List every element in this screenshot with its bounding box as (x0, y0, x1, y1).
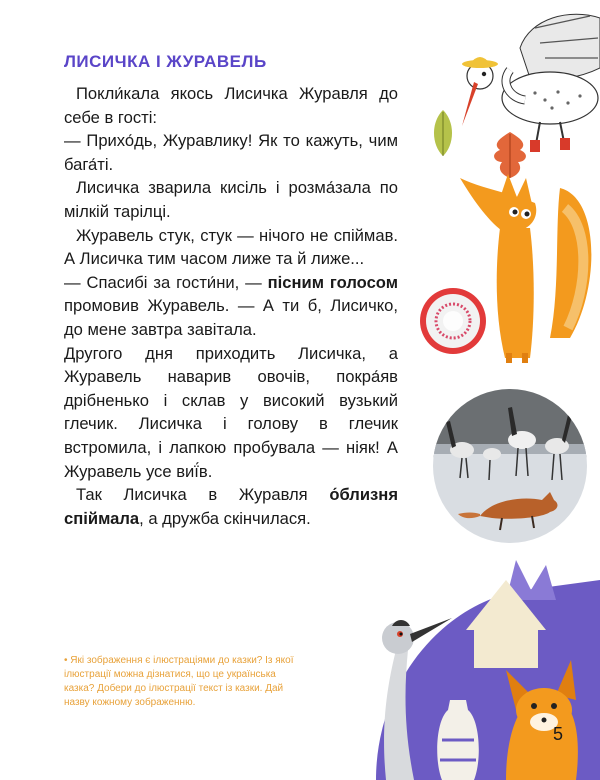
crane-jug-fox-illustration (356, 560, 600, 780)
bold-phrase: пісним голосом (267, 272, 399, 292)
bold-phrase: о́близня спіймала (64, 485, 398, 528)
page-title: ЛИСИЧКА І ЖУРАВЕЛЬ (64, 52, 267, 71)
story-paragraph: Журавель стук, стук — нічого не спіймав. А Лисичка тим часом лиже та й лиже... (64, 225, 398, 269)
plate-illustration (418, 286, 488, 356)
leaf-icon (428, 108, 458, 158)
bullet-icon: • (64, 655, 68, 666)
story-paragraph: — Спасибі за гости́ни, — пісним голосом промовив Журавель. — А ти б, Лисичко, до мене завтра завітала. (64, 272, 399, 339)
questions-text: Які зображення є ілюстраціями до казки? Із якої ілюстрації можна дізнатися, що це українська казка? Добери до ілюстрації текст із казки. Дай назву кожному зображенню. (64, 655, 294, 708)
story-paragraph: Лисичка зварила кисіль і розма́зала по мілкій тарілці. (64, 178, 398, 221)
story-paragraph: Так Лисичка в Журавля о́близня спіймала, а дружба скінчилася. (64, 485, 398, 528)
story-paragraph: Другого дня приходить Лисичка, а Журавель наварив овочів, покра́яв дрібненько і склав у високий вузький глечик. Лисичка і голову в глечик встромила, і лапкою пробувала — ніяк! А Журавель усе виї́в. (64, 343, 398, 481)
story-text (64, 82, 398, 530)
questions-block (64, 654, 294, 710)
cranes-fox-photo (432, 388, 588, 544)
story-paragraph: — Прихо́дь, Журавлику! Як то кажуть, чим бага́ті. (64, 131, 398, 174)
page-number: 5 (553, 724, 564, 744)
story-paragraph: Покли́кала якось Лисичка Журавля до себе в гості: (64, 84, 398, 127)
